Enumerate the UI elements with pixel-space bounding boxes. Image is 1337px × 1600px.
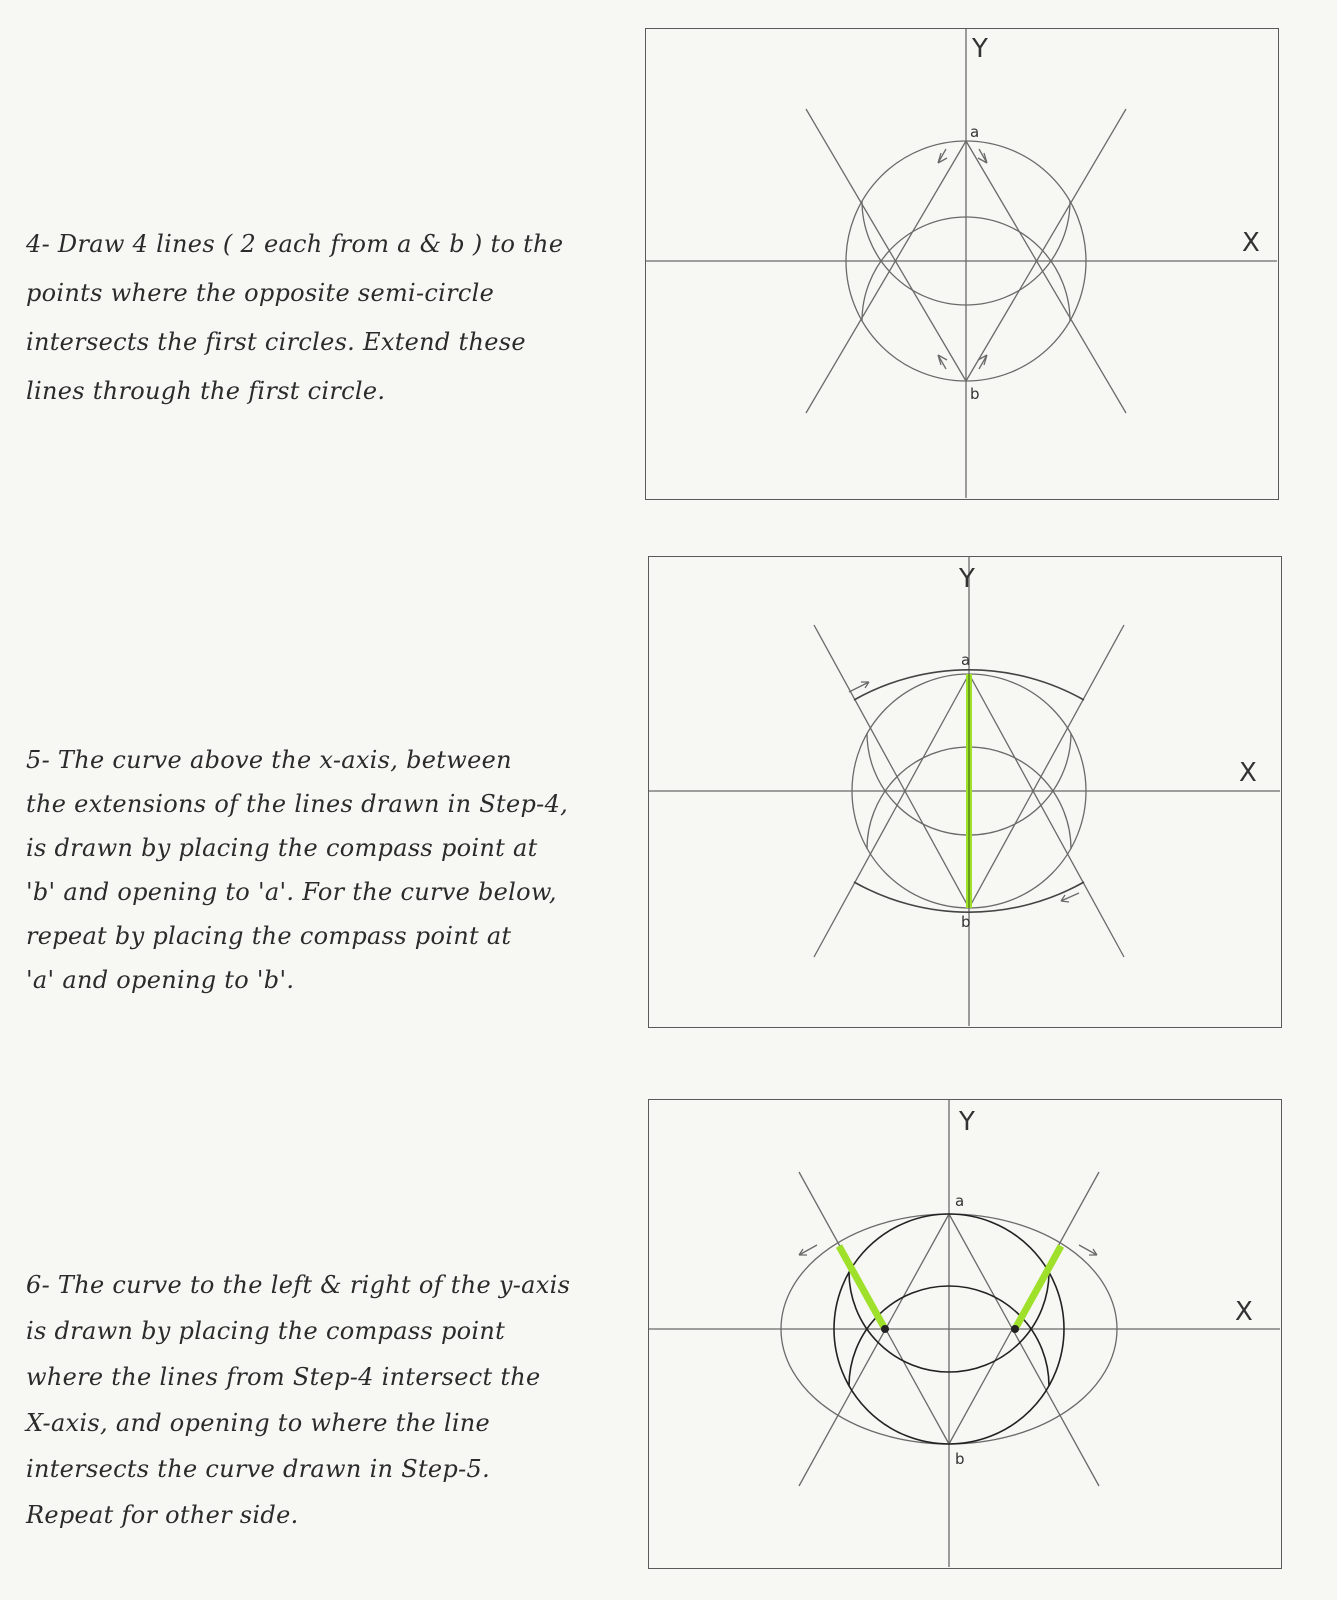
x-axis-label: X [1242, 228, 1260, 258]
line-b-left [806, 109, 966, 381]
line-a-left [814, 674, 969, 957]
step-4-line-1: 4- Draw 4 lines ( 2 each from a & b ) to the [26, 230, 564, 258]
step-6-text [26, 1262, 626, 1538]
step-5-line-6: 'a' and opening to 'b'. [26, 966, 295, 994]
arrow-icon [1079, 1245, 1097, 1255]
y-axis-label: Y [959, 564, 975, 594]
step-6-line-2: is drawn by placing the compass point [26, 1317, 506, 1345]
arrow-icon [938, 355, 947, 369]
step-6-line-5: intersects the curve drawn in Step-5. [26, 1455, 490, 1483]
step-6-line-4: X-axis, and opening to where the line [26, 1409, 491, 1437]
step-4-text [26, 220, 626, 416]
step-4-line-4: lines through the first circle. [26, 377, 386, 405]
step-5-diagram [648, 556, 1282, 1028]
arrow-icon [849, 682, 869, 692]
line-a-right [966, 141, 1126, 413]
step-6-line-6: Repeat for other side. [26, 1501, 299, 1529]
step-5-diagram-svg [649, 557, 1280, 1026]
highlight-left [839, 1246, 885, 1329]
step-5-line-4: 'b' and opening to 'a'. For the curve below, [26, 878, 557, 906]
step-6-line-3: where the lines from Step-4 intersect the [26, 1363, 541, 1391]
step-4-diagram [645, 28, 1279, 500]
step-6-line-1: 6- The curve to the left & right of the y-axis [26, 1271, 571, 1299]
line-b-right [969, 625, 1124, 908]
arrow-icon [799, 1245, 817, 1255]
arrow-icon [1061, 893, 1079, 902]
step-6-diagram [648, 1099, 1282, 1569]
step-5-line-2: the extensions of the lines drawn in Step-4, [26, 790, 569, 818]
line-b-right [966, 109, 1126, 381]
step-5-line-5: repeat by placing the compass point at [26, 922, 512, 950]
left-compass-point [881, 1325, 889, 1333]
line-a-right [969, 674, 1124, 957]
step-5-text [26, 738, 626, 1002]
point-b-label: b [955, 1450, 965, 1468]
step-4-line-2: points where the opposite semi-circle [26, 279, 495, 307]
step-5-line-3: is drawn by placing the compass point at [26, 834, 538, 862]
point-a-label: a [961, 651, 971, 669]
right-compass-point [1011, 1325, 1019, 1333]
step-6-diagram-svg [649, 1100, 1280, 1567]
step-4-diagram-svg [646, 29, 1277, 498]
step-4-line-3: intersects the first circles. Extend these [26, 328, 526, 356]
step-5-line-1: 5- The curve above the x-axis, between [26, 746, 512, 774]
point-b-label: b [970, 385, 980, 403]
point-a-label: a [955, 1192, 965, 1210]
y-axis-label: Y [972, 34, 988, 64]
point-a-label: a [970, 123, 980, 141]
x-axis-label: X [1239, 758, 1257, 788]
arrow-icon [978, 149, 987, 163]
arrow-icon [938, 149, 947, 163]
y-axis-label: Y [959, 1107, 975, 1137]
x-axis-label: X [1235, 1297, 1253, 1327]
line-a-left [806, 141, 966, 413]
point-b-label: b [961, 913, 971, 931]
line-b-left [814, 625, 969, 908]
